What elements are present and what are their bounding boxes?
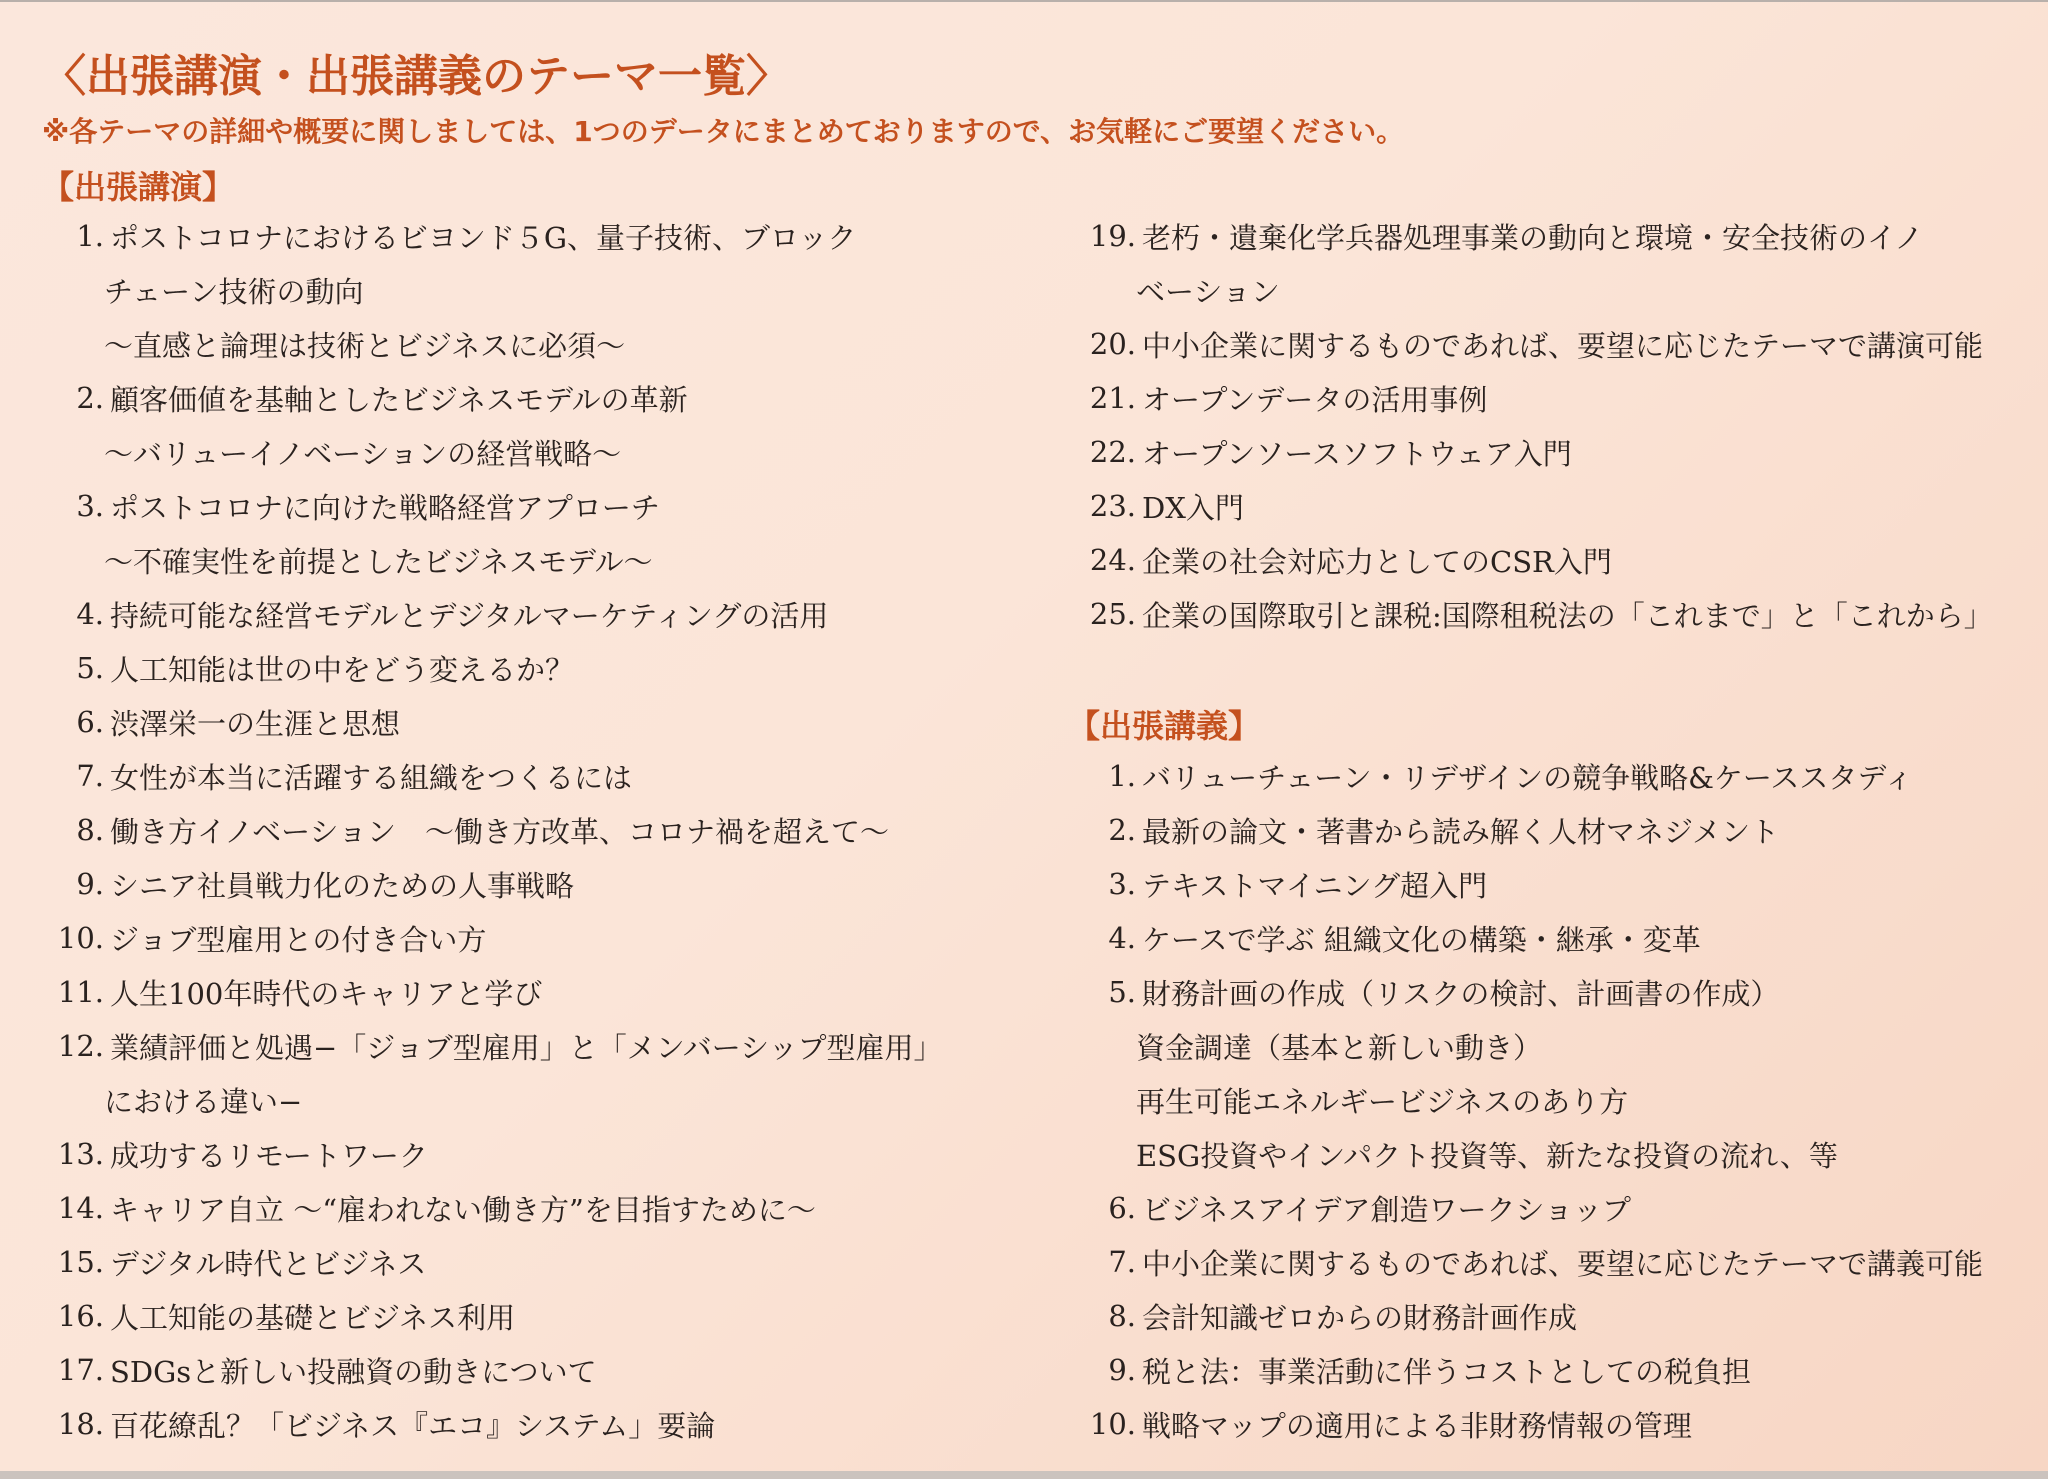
lecture-section-heading: 【出張講演】	[42, 168, 235, 206]
list-item	[40, 263, 943, 317]
list-item	[1066, 1127, 1983, 1181]
item-number: 13.	[57, 1137, 104, 1171]
item-number: 5.	[1108, 975, 1136, 1009]
item-text: 中小企業に関するものであれば、要望に応じたテーマで講演可能	[1142, 328, 1984, 363]
item-text: 〜直感と論理は技術とビジネスに必須〜	[104, 328, 626, 363]
list-item	[1066, 749, 1983, 803]
item-number: 17.	[57, 1353, 104, 1387]
list-item	[1066, 1397, 1983, 1451]
item-number: 23.	[1089, 489, 1136, 523]
item-text: ポストコロナにおけるビヨンド５G、量子技術、ブロック	[110, 220, 857, 255]
item-text: 再生可能エネルギービジネスのあり方	[1136, 1084, 1629, 1119]
list-item	[1066, 1235, 1983, 1289]
item-text: 人工知能は世の中をどう変えるか？	[110, 652, 575, 687]
bottom-border	[0, 1471, 2048, 1479]
list-item	[1066, 479, 1993, 533]
list-item	[40, 209, 943, 263]
item-text: ESG投資やインパクト投資等、新たな投資の流れ、等	[1136, 1138, 1838, 1173]
list-item	[40, 1343, 943, 1397]
item-text: 会計知識ゼロからの財務計画作成	[1142, 1300, 1578, 1335]
item-number: 5.	[76, 651, 104, 685]
list-item	[40, 857, 943, 911]
item-number: 6.	[76, 705, 104, 739]
list-item	[1066, 1289, 1983, 1343]
item-text: DX入門	[1142, 490, 1244, 525]
item-number: 10.	[1089, 1407, 1136, 1441]
list-item	[40, 587, 943, 641]
item-number: 8.	[1108, 1299, 1136, 1333]
list-item	[1066, 1019, 1983, 1073]
list-item	[40, 1289, 943, 1343]
item-text: バリューチェーン・リデザインの競争戦略&ケーススタディ	[1142, 760, 1914, 795]
item-text: 働き方イノベーション 〜働き方改革、コロナ禍を超えて〜	[110, 814, 889, 849]
item-text: シニア社員戦力化のための人事戦略	[110, 868, 575, 903]
list-item	[40, 911, 943, 965]
item-number: 2.	[1108, 813, 1136, 847]
list-item	[40, 371, 943, 425]
item-text: 戦略マップの適用による非財務情報の管理	[1142, 1408, 1692, 1443]
list-item	[1066, 425, 1993, 479]
list-item	[40, 317, 943, 371]
list-item	[40, 1019, 943, 1073]
list-item	[40, 749, 943, 803]
lecture-list-left	[40, 209, 943, 1451]
item-number: 4.	[76, 597, 104, 631]
list-item	[1066, 263, 1993, 317]
item-number: 15.	[57, 1245, 104, 1279]
class-section-heading: 【出張講義】	[1068, 707, 1261, 745]
item-text: 〜バリューイノベーションの経営戦略〜	[104, 436, 622, 471]
item-text: 財務計画の作成（リスクの検討、計画書の作成）	[1142, 976, 1780, 1011]
list-item	[1066, 1073, 1983, 1127]
class-list	[1066, 749, 1983, 1451]
item-number: 25.	[1089, 597, 1136, 631]
item-number: 7.	[1108, 1245, 1136, 1279]
list-item	[40, 1073, 943, 1127]
list-item	[40, 1127, 943, 1181]
item-number: 1.	[76, 219, 104, 253]
list-item	[1066, 587, 1993, 641]
item-text: オープンデータの活用事例	[1142, 382, 1488, 417]
item-text: 税と法：事業活動に伴うコストとしての税負担	[1142, 1354, 1752, 1389]
item-text: における違い−	[104, 1084, 303, 1119]
lecture-list-right	[1066, 209, 1993, 641]
item-text: 持続可能な経営モデルとデジタルマーケティングの活用	[110, 598, 829, 633]
list-item	[40, 803, 943, 857]
item-text: 企業の国際取引と課税:国際租税法の「これまで」と「これから」	[1142, 598, 1993, 633]
item-text: ケースで学ぶ 組織文化の構築・継承・変革	[1142, 922, 1701, 957]
list-item	[1066, 533, 1993, 587]
item-number: 3.	[1108, 867, 1136, 901]
item-text: SDGsと新しい投融資の動きについて	[110, 1354, 597, 1389]
item-text: 人工知能の基礎とビジネス利用	[110, 1300, 516, 1335]
item-number: 21.	[1089, 381, 1136, 415]
item-text: 業績評価と処遇−「ジョブ型雇用」と「メンバーシップ型雇用」	[110, 1030, 943, 1065]
list-item	[1066, 965, 1983, 1019]
list-item	[40, 425, 943, 479]
item-text: 最新の論文・著書から読み解く人材マネジメント	[1142, 814, 1780, 849]
list-item	[40, 533, 943, 587]
item-number: 11.	[57, 975, 104, 1009]
list-item	[40, 1397, 943, 1451]
item-text: チェーン技術の動向	[104, 274, 364, 309]
item-text: 人生100年時代のキャリアと学び	[110, 976, 543, 1011]
item-number: 9.	[76, 867, 104, 901]
item-number: 9.	[1108, 1353, 1136, 1387]
item-number: 12.	[57, 1029, 104, 1063]
list-item	[1066, 803, 1983, 857]
item-text: デジタル時代とビジネス	[110, 1246, 427, 1281]
item-text: 〜不確実性を前提としたビジネスモデル〜	[104, 544, 653, 579]
page-note: ※各テーマの詳細や概要に関しましては、1つのデータにまとめておりますので、お気軽にご要望ください。	[42, 115, 1405, 148]
item-text: 老朽・遺棄化学兵器処理事業の動向と環境・安全技術のイノ	[1142, 220, 1924, 255]
item-number: 18.	[57, 1407, 104, 1441]
item-text: テキストマイニング超入門	[1142, 868, 1488, 903]
list-item	[40, 479, 943, 533]
item-text: 資金調達（基本と新しい動き）	[1136, 1030, 1543, 1065]
list-item	[1066, 317, 1993, 371]
page-title: 〈出張講演・出張講義のテーマ一覧〉	[42, 51, 790, 102]
item-number: 24.	[1089, 543, 1136, 577]
item-number: 19.	[1089, 219, 1136, 253]
item-text: ポストコロナに向けた戦略経営アプローチ	[110, 490, 660, 525]
item-text: 中小企業に関するものであれば、要望に応じたテーマで講義可能	[1142, 1246, 1984, 1281]
item-number: 14.	[57, 1191, 104, 1225]
item-text: ビジネスアイデア創造ワークショップ	[1142, 1192, 1631, 1227]
item-text: 顧客価値を基軸としたビジネスモデルの革新	[110, 382, 688, 417]
item-text: キャリア自立 〜“雇われない働き方”を目指すために〜	[110, 1192, 816, 1227]
item-number: 20.	[1089, 327, 1136, 361]
item-text: 企業の社会対応力としてのCSR入門	[1142, 544, 1612, 579]
list-item	[40, 695, 943, 749]
list-item	[1066, 857, 1983, 911]
list-item	[1066, 911, 1983, 965]
item-text: 渋澤栄一の生涯と思想	[110, 706, 401, 741]
item-number: 6.	[1108, 1191, 1136, 1225]
list-item	[1066, 1343, 1983, 1397]
list-item	[1066, 371, 1993, 425]
list-item	[40, 1181, 943, 1235]
item-number: 1.	[1108, 759, 1136, 793]
list-item	[40, 1235, 943, 1289]
item-text: ジョブ型雇用との付き合い方	[110, 922, 487, 957]
list-item	[1066, 209, 1993, 263]
item-text: 成功するリモートワーク	[110, 1138, 428, 1173]
item-number: 7.	[76, 759, 104, 793]
item-number: 10.	[57, 921, 104, 955]
list-item	[40, 641, 943, 695]
item-text: 女性が本当に活躍する組織をつくるには	[110, 760, 633, 795]
item-text: 百花繚乱？「ビジネス『エコ』システム」要論	[110, 1408, 716, 1443]
item-number: 22.	[1089, 435, 1136, 469]
item-text: オープンソースソフトウェア入門	[1142, 436, 1572, 471]
item-text: ベーション	[1136, 274, 1280, 309]
item-number: 2.	[76, 381, 104, 415]
item-number: 4.	[1108, 921, 1136, 955]
list-item	[1066, 1181, 1983, 1235]
item-number: 16.	[57, 1299, 104, 1333]
list-item	[40, 965, 943, 1019]
item-number: 8.	[76, 813, 104, 847]
item-number: 3.	[76, 489, 104, 523]
